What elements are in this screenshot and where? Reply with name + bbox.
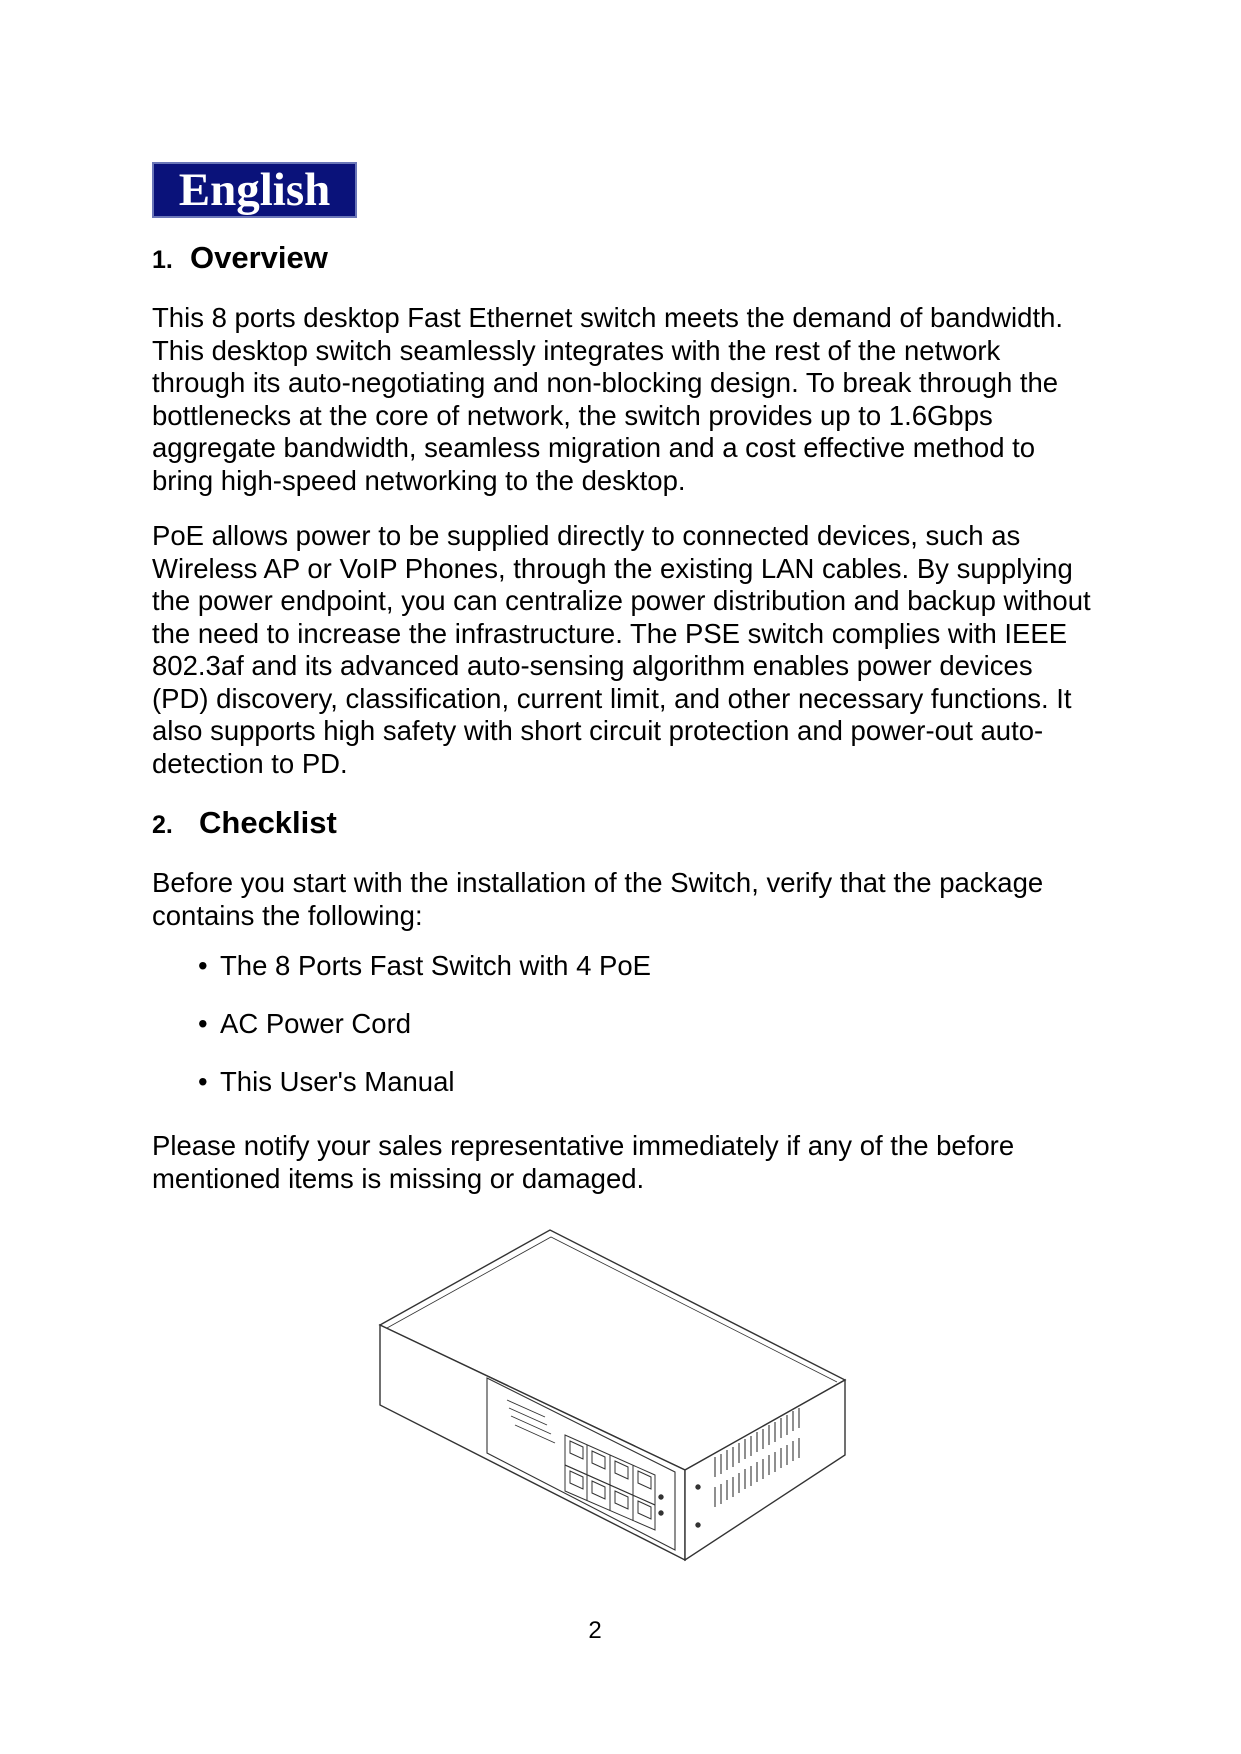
language-badge: English [152, 162, 357, 218]
checklist-intro: Before you start with the installation of the Switch, verify that the package contains the following: [152, 867, 1044, 931]
checklist-items [198, 950, 651, 1124]
bullet-icon: • [198, 1008, 208, 1039]
network-switch-icon [375, 1225, 855, 1580]
checklist-note: Please notify your sales representative immediately if any of the before mentioned items is missing or damaged. [152, 1130, 1015, 1194]
bullet-icon: • [198, 950, 208, 981]
list-item: • This User's Manual [198, 1066, 455, 1097]
list-item: • AC Power Cord [198, 1008, 412, 1039]
bullet-icon: • [198, 1066, 208, 1097]
overview-title: Overview [190, 240, 328, 275]
overview-heading [152, 240, 328, 276]
list-item: • The 8 Ports Fast Switch with 4 PoE [198, 950, 652, 981]
overview-number: 1. [152, 246, 173, 274]
page-number: 2 [588, 1617, 602, 1644]
overview-paragraph-1: This 8 ports desktop Fast Ethernet switch meets the demand of bandwidth. This desktop switch seamlessly integrates with the rest of the network through its auto-negotiating and non-blocking design. To break through the bottlenecks at the core of network, the switch provides up to 1.6Gbps aggregate bandwidth, seamless migration and a cost effective method to bring high-speed networking to the desktop. [152, 302, 1064, 496]
checklist-heading [152, 805, 337, 841]
overview-paragraph-2: PoE allows power to be supplied directly to connected devices, such as Wireless AP or VoIP Phones, through the existing LAN cables. By supplying the power endpoint, you can centralize power distribution and backup without the need to increase the infrastructure. The PSE switch complies with IEEE 802.3af and its advanced auto-sensing algorithm enables power devices (PD) discovery, classification, current limit, and other necessary functions. It also supports high safety with short circuit protection and power-out auto-detection to PD. [152, 520, 1091, 779]
checklist-number: 2. [152, 811, 173, 839]
checklist-title: Checklist [199, 805, 337, 840]
